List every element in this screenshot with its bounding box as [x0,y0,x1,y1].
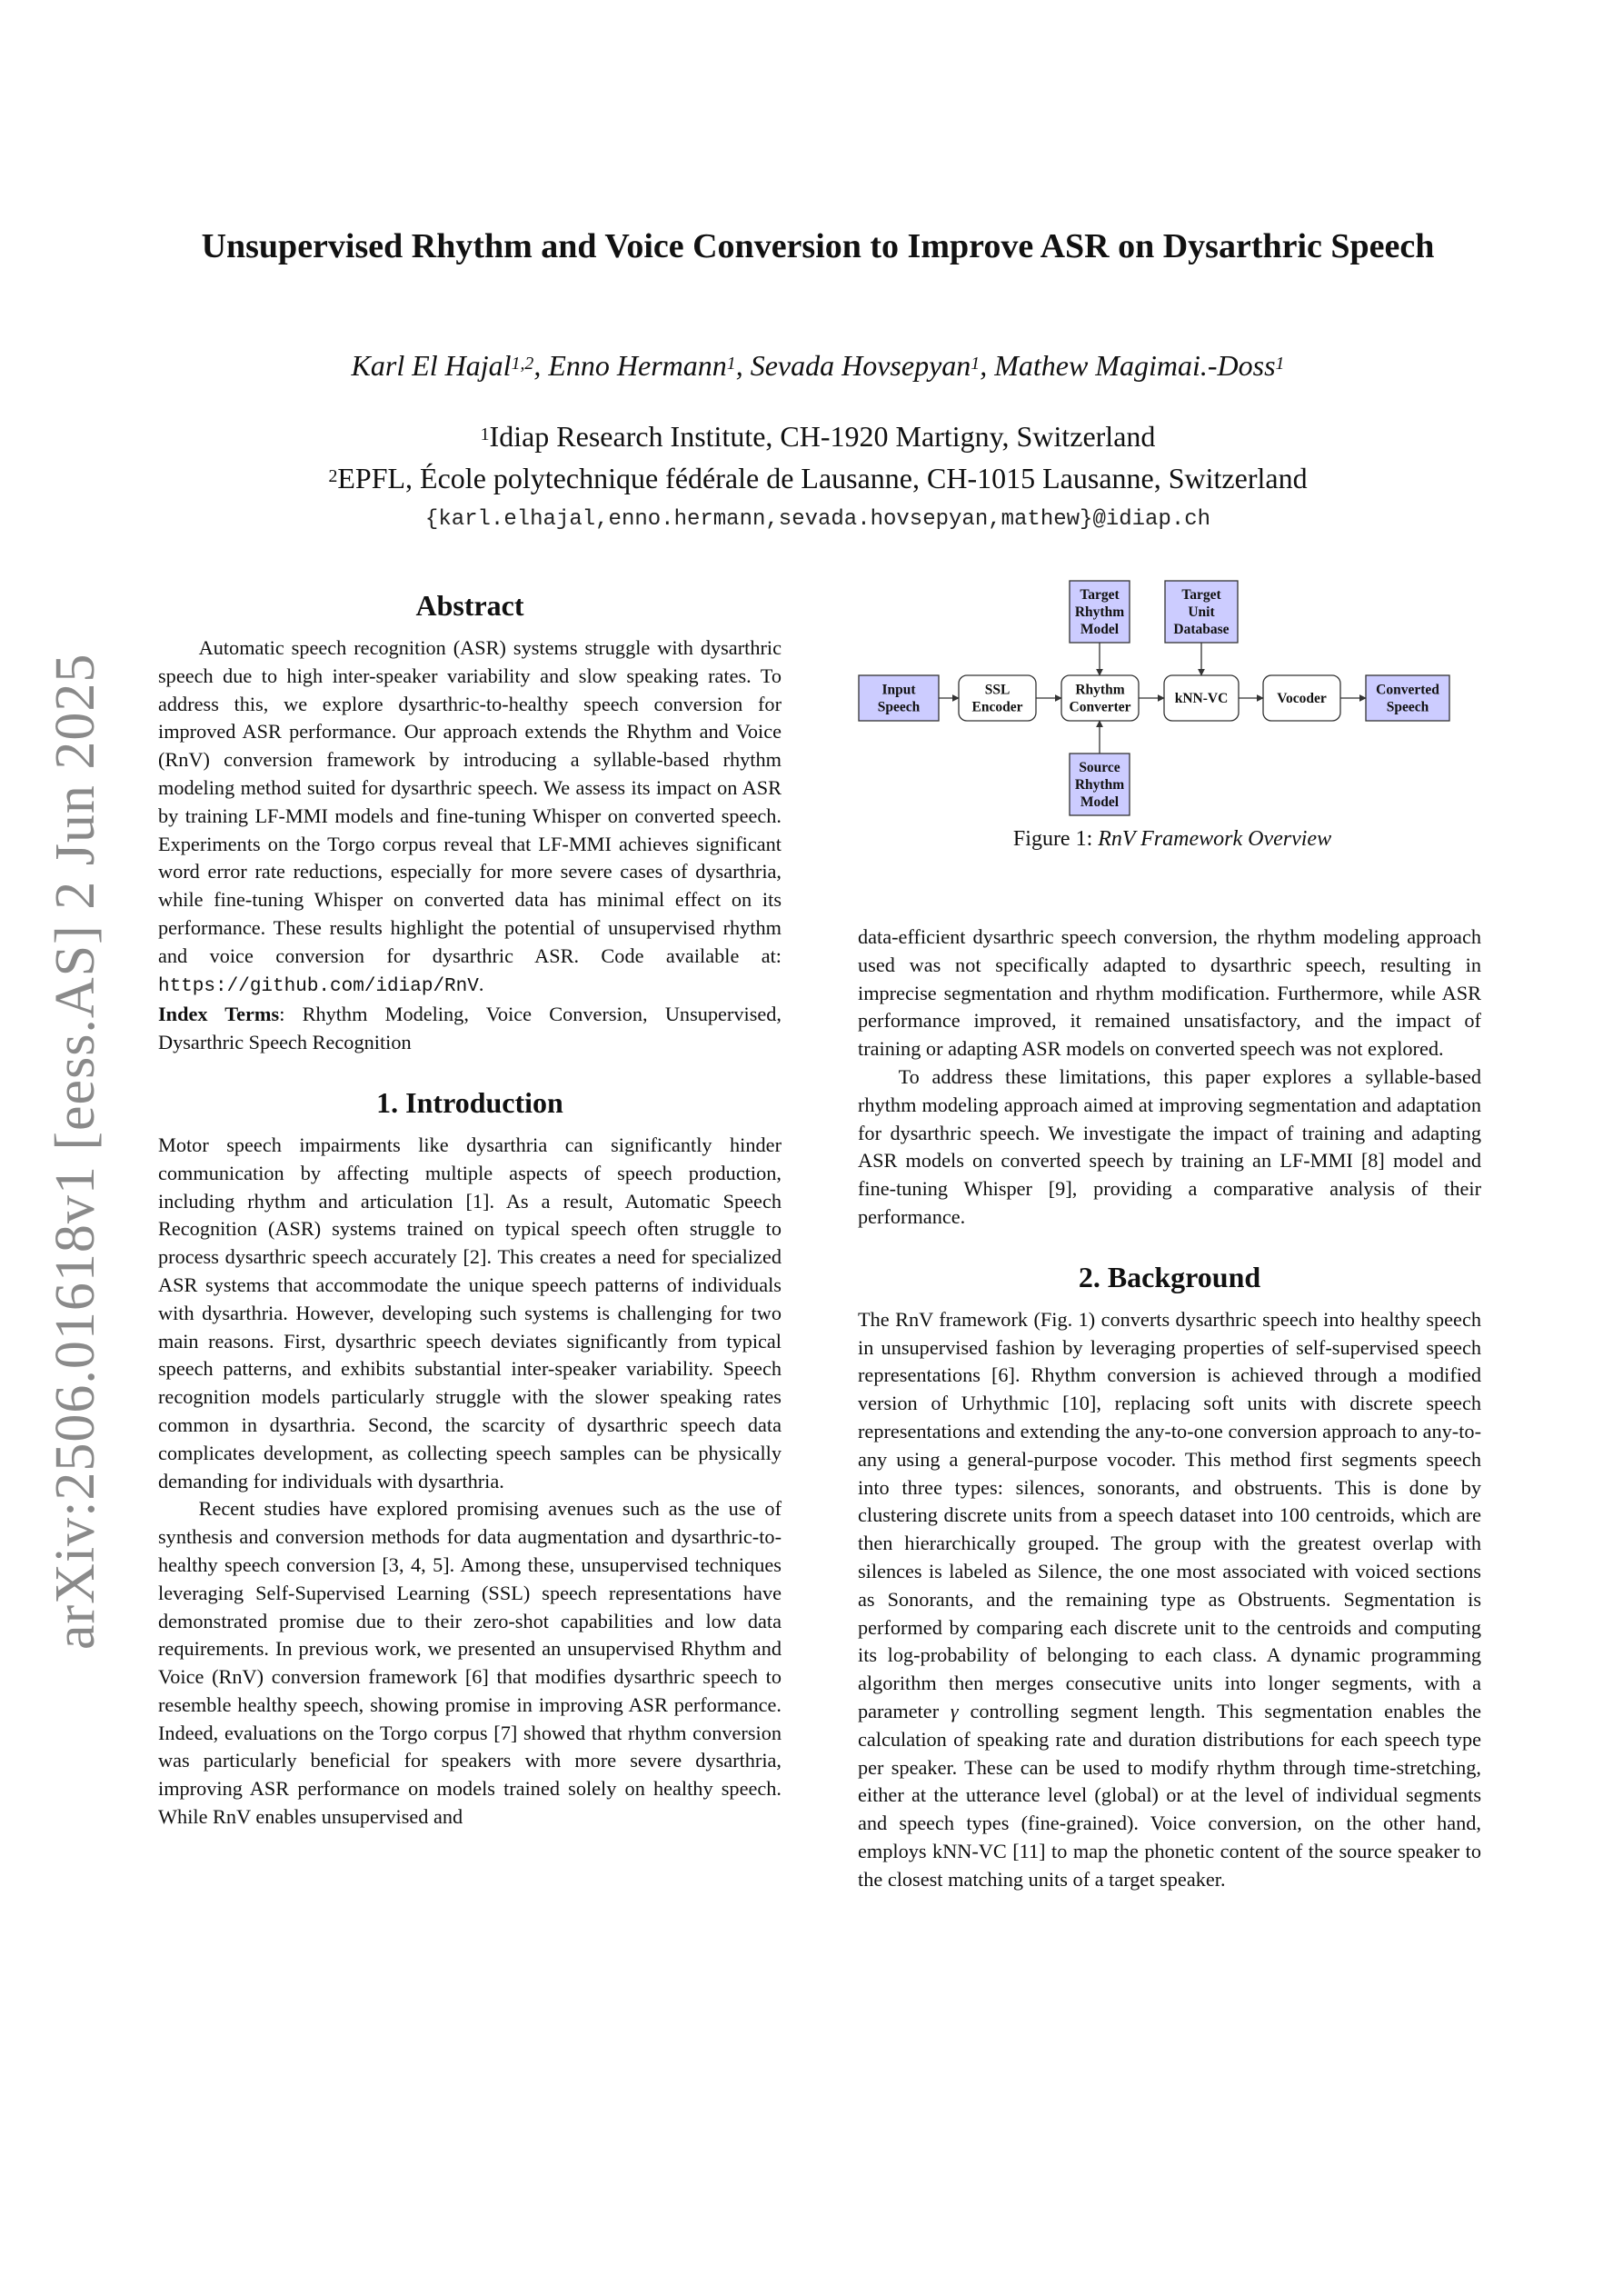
diagram-node-label: Converter [1069,699,1131,715]
paragraph: To address these limitations, this paper explores a syllable-based rhythm modeling approach aimed at improving segmentation and adaptation for dysarthric speech. We investigate the impact of training and adapting ASR models on converted speech by training an LF-MMI [8] model and fine-tuning Whisper [9], providing a comparative analysis of their performance. [858,1064,1481,1228]
diagram-node-target-unit-database [1165,581,1238,643]
paragraph: data-efficient dysarthric speech conversion, the rhythm modeling approach used was not specifically adapted to dysarthric speech, resulting in imprecise segmentation and rhythm modification. Furthermore, while ASR performance improved, it remained unsatisfactory, and the impact of training or adapting ASR models on converted speech was not explored. [858,925,1481,1061]
diagram-node-label: Database [1173,622,1230,637]
diagram-node-knn-vc [1164,675,1239,721]
author-emails: {karl.elhajal,enno.hermann,sevada.hovsepyan,mathew}@idiap.ch [424,507,1211,532]
right-column [858,923,1481,1894]
author-affil-mark: 1,2 [511,354,534,374]
diagram-node-ssl-encoder [959,675,1036,721]
diagram-node-vocoder [1263,675,1340,721]
diagram-node-label: Speech [1386,699,1429,715]
diagram-node-input-speech [859,675,939,721]
background-text: The RnV framework (Fig. 1) converts dysarthric speech into healthy speech in unsupervised fashion by leveraging properties of self-supervised speech representations [6]. Rhythm conversion is achieved through a modified version of Urhythmic [10], replacing soft units with discrete speech representations and extending the any-to-one conversion approach to any-to-any using a general-purpose vocoder. This method first segments speech into three types: silences, sonorants, and obstruents. This is done by clustering discrete units from a speech dataset into 100 centroids, which are then hierarchically grouped. The group with the greatest overlap with silences is labeled as Silence, the one most associated with voiced sections as Sonorants, and the remaining type as Obstruents. Segmentation is performed by comparing each discrete unit to the centroids and computing its log-probability of belonging to each class. A dynamic programming algorithm then merges consecutive units into longer segments, with a parameter [858,1307,1481,1722]
affiliation [154,462,1481,495]
affiliation-text: EPFL, École polytechnique fédérale de Lausanne, CH-1015 Lausanne, Switzerland [337,462,1308,494]
author-name: Mathew Magimai.-Doss [994,349,1276,382]
abstract-heading: Abstract [415,589,524,622]
diagram-node-label: Converted [1376,682,1439,698]
diagram-node-label: Encoder [971,699,1023,715]
author-affil-mark: 1 [971,354,981,374]
index-terms-label: Index Terms [158,1003,280,1026]
author-name: Sevada Hovsepyan [750,349,971,382]
affiliation-mark: 1 [480,424,490,445]
diagram-node-label: Target [1181,587,1221,603]
index-terms-text: : Rhythm Modeling, Voice Conversion, Unsupervised, Dysarthric Speech Recognition [158,1003,782,1054]
diagram-node-label: Target [1080,587,1120,603]
diagram-node-label: Rhythm [1074,777,1125,793]
diagram-node-rhythm-converter [1061,675,1139,721]
diagram-node-label: Unit [1188,604,1215,620]
abstract-body: Automatic speech recognition (ASR) systems struggle with dysarthric speech due to high inter-speaker variability and slow speaking rates. To address this, we explore dysarthric-to-healthy speech conversion for improved ASR performance. Our approach extends the Rhythm and Voice (RnV) conversion framework by introducing a syllable-based rhythm modeling method suited for dysarthric speech. We assess its impact on ASR by training LF-MMI models and fine-tuning Whisper on converted speech. Experiments on the Torgo corpus reveal that LF-MMI achieves significant word error rate reductions, especially for more severe cases of dysarthria, while fine-tuning Whisper on converted data has minimal effect on its performance. These results highlight the potential of unsupervised rhythm and voice conversion for dysarthric ASR. Code available at: [158,636,782,967]
abstract-text [158,634,782,1001]
index-terms [158,1001,782,1057]
paper-title: Unsupervised Rhythm and Voice Conversion to Improve ASR on Dysarthric Speech [201,227,1435,265]
arxiv-identifier: arXiv:2506.01618v1 [eess.AS] 2 Jun 2025 [45,653,106,1650]
affiliation-text: Idiap Research Institute, CH-1920 Martigny, Switzerland [489,420,1156,453]
diagram-node-label: Source [1079,760,1120,775]
diagram-node-label: Rhythm [1075,682,1125,698]
diagram-node-label: Vocoder [1277,691,1327,706]
diagram-node-label: Model [1080,622,1120,637]
paragraph [858,1306,1481,1894]
diagram-node-label: Rhythm [1074,604,1125,620]
figure-caption [854,827,1490,852]
figure-caption-text: RnV Framework Overview [1098,827,1332,851]
affiliation [154,420,1481,454]
paragraph: Motor speech impairments like dysarthria can significantly hinder communication by affecting multiple aspects of speech production, including rhythm and articulation [1]. As a result, Automatic Speech Recognition (ASR) systems trained on typical speech often struggle to process dysarthric speech accurately [2]. This creates a need for specialized ASR systems that accommodate the unique speech patterns of individuals with dysarthria. However, developing such systems is challenging for two main reasons. First, dysarthric speech deviates significantly from typical speech patterns, and exhibits substantial inter-speaker variability. Speech recognition models particularly struggle with the slower speaking rates common in dysarthria. Second, the scarcity of dysarthric speech data complicates development, as collecting speech samples can be physically demanding for individuals with dysarthria. [158,1133,782,1492]
left-column [158,587,782,1832]
diagram-node-label: Model [1080,794,1120,810]
author-affil-mark: 1 [1275,354,1285,374]
diagram-node-converted-speech [1366,675,1449,721]
abstract-end: . [478,972,484,995]
diagram-node-label: Speech [877,699,921,715]
introduction-heading: 1. Introduction [376,1085,563,1119]
framework-diagram [854,577,1490,868]
diagram-node-label: kNN-VC [1174,691,1229,706]
code-link[interactable]: https://github.com/idiap/RnV [158,975,479,997]
author-name: Karl El Hajal [351,349,512,382]
affiliation-mark: 2 [328,466,338,487]
diagram-node-label: SSL [984,682,1011,698]
diagram-node-label: Input [881,682,916,698]
paragraph: Recent studies have explored promising avenues such as the use of synthesis and conversion methods for data augmentation and dysarthric-to-healthy speech conversion [3, 4, 5]. Among these, unsupervised techniques leveraging Self-Supervised Learning (SSL) speech representations have demonstrated promise due to their zero-shot capabilities and low data requirements. In previous work, we presented an unsupervised Rhythm and Voice (RnV) conversion framework [6] that modifies dysarthric speech to resemble healthy speech, showing promise in improving ASR performance. Indeed, evaluations on the Torgo corpus [7] showed that rhythm conversion was particularly beneficial for speakers with more severe dysarthria, improving ASR performance on models trained solely on healthy speech. While RnV enables unsupervised and [158,1497,782,1829]
author-name: Enno Hermann [548,349,727,382]
diagram-node-target-rhythm-model [1070,581,1130,643]
author-list: Karl El Hajal$^{1,2}$, Enno Hermann$^1$, Sevada Hovsepyan$^1$, Mathew Magimai.-Doss$^1$ [351,349,1285,382]
diagram-node-source-rhythm-model [1070,754,1130,815]
figure-caption-prefix: Figure 1: [1012,827,1099,851]
author-affil-mark: 1 [726,354,736,374]
background-heading: 2. Background [1078,1260,1261,1293]
background-text: controlling segment length. This segmentation enables the calculation of speaking rate and duration distributions for each speech type per speaker. These can be used to modify rhythm through time-stretching, either at the utterance level (global) or at the level of individual segments and speech types (fine-grained). Voice conversion, on the other hand, employs kNN-VC [11] to map the phonetic content of the source speaker to the closest matching units of a target speaker. [858,1699,1481,1891]
gamma-symbol: γ [950,1699,959,1722]
